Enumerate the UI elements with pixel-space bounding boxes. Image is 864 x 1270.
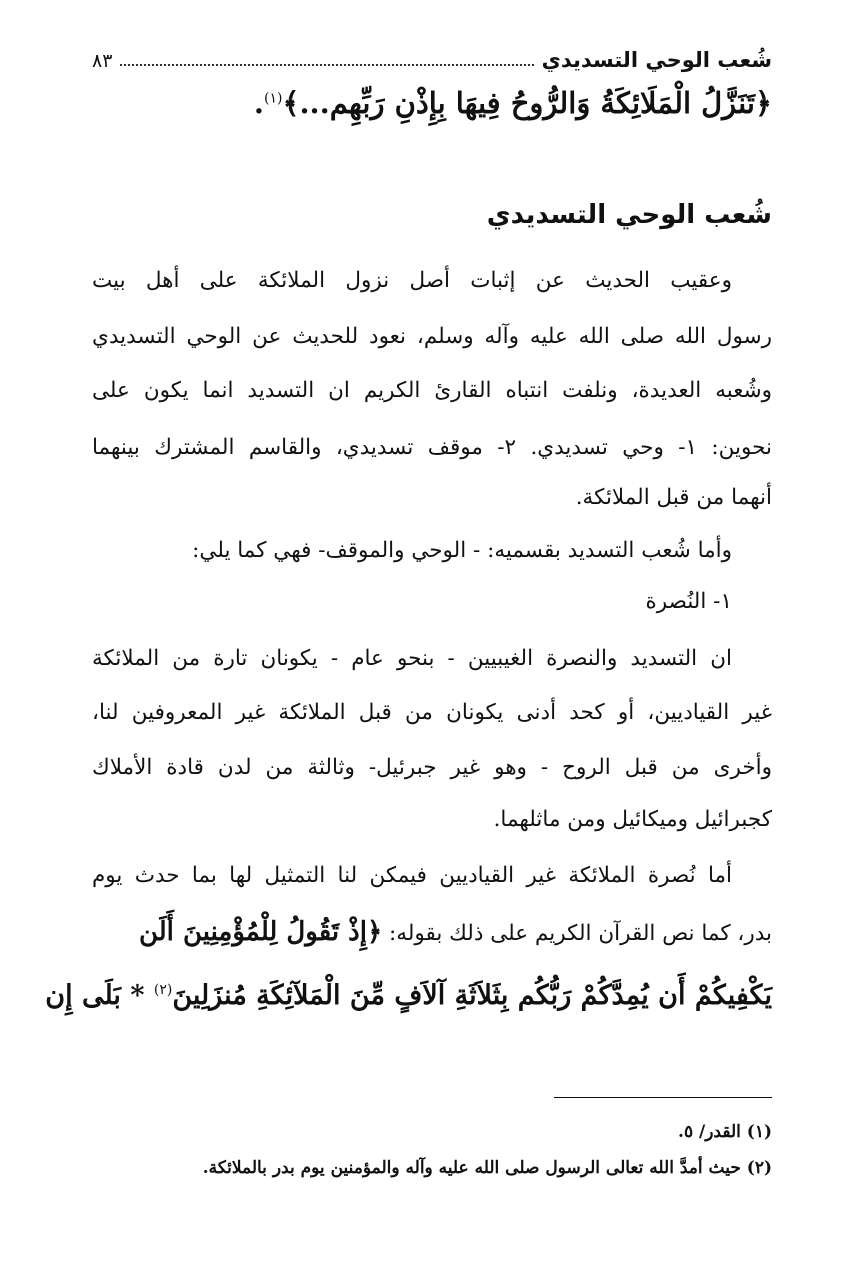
footnote-ref-1[interactable]: (١) bbox=[263, 90, 283, 107]
body-line-prefix: بدر، كما نص القرآن الكريم على ذلك بقوله: bbox=[389, 921, 772, 946]
running-header bbox=[92, 38, 772, 72]
body-line: أنهما من قبل الملائكة. bbox=[575, 485, 772, 510]
body-line: وشُعبه العديدة، ونلفت انتباه القارئ الكريم ان التسديد انما يكون على bbox=[92, 378, 772, 403]
body-line: وأما شُعب التسديد بقسميه: - الوحي والموقف- فهي كما يلي: bbox=[192, 538, 732, 563]
quran-quote: ﴿إِذْ تَقُولُ لِلْمُؤْمِنِينَ أَلَن bbox=[138, 917, 383, 947]
running-header-title: شُعب الوحي التسديدي bbox=[541, 48, 772, 72]
body-line: كجبرائيل وميكائيل ومن ماثلهما. bbox=[493, 807, 772, 832]
footnote-2: (٢) حيث أمدَّ الله تعالى الرسول صلى الله عليه وآله والمؤمنين يوم بدر بالملائكة. bbox=[202, 1158, 772, 1178]
leader-dots bbox=[120, 64, 533, 66]
subheading-nusra: ١- النُصرة bbox=[645, 589, 732, 614]
quran-quote-continuation: * بَلَى إِن bbox=[45, 980, 145, 1011]
page-number: ٨٣ bbox=[92, 50, 113, 72]
footnote-divider bbox=[554, 1097, 772, 1098]
body-line: رسول الله صلى الله عليه وآله وسلم، نعود للحديث عن الوحي التسديدي bbox=[92, 324, 772, 349]
verse-trailing-punct: . bbox=[253, 86, 264, 120]
body-line: ان التسديد والنصرة الغيبيين - بنحو عام - يكونان تارة من الملائكة bbox=[92, 646, 732, 671]
quran-verse bbox=[92, 86, 772, 120]
quran-quote-line bbox=[45, 970, 772, 1011]
quran-verse-text: ﴿تَنَزَّلُ الْمَلَائِكَةُ وَالرُّوحُ فِيهَا بِإِذْنِ رَبِّهِم...﴾ bbox=[282, 86, 772, 120]
body-line: وأخرى من قبل الروح - وهو غير جبرئيل- وثالثة من لدن قادة الأملاك bbox=[92, 755, 772, 780]
quran-quote-text: يَكْفِيكُمْ أَن يُمِدَّكُمْ رَبُّكُم بِثَلاَثَةِ آلاَفٍ مِّنَ الْمَلآئِكَةِ مُنزَلِينَ bbox=[172, 980, 772, 1011]
body-line: أما نُصرة الملائكة غير القياديين فيمكن لنا التمثيل لها بما حدث يوم bbox=[92, 863, 732, 888]
body-line: نحوين: ١- وحي تسديدي. ٢- موقف تسديدي، والقاسم المشترك بينهما bbox=[92, 435, 772, 460]
footnote-1: (١) القدر/ ٥. bbox=[678, 1122, 772, 1142]
body-line: غير القياديين، أو كحد أدنى يكونان من قبل الملائكة غير المعروفين لنا، bbox=[92, 700, 772, 725]
footnote-ref-2[interactable]: (٢) bbox=[153, 982, 173, 998]
body-line: وعقيب الحديث عن إثبات أصل نزول الملائكة على أهل بيت bbox=[92, 268, 732, 293]
body-line-quran-start bbox=[92, 912, 772, 952]
section-heading: شُعب الوحي التسديدي bbox=[486, 200, 772, 230]
